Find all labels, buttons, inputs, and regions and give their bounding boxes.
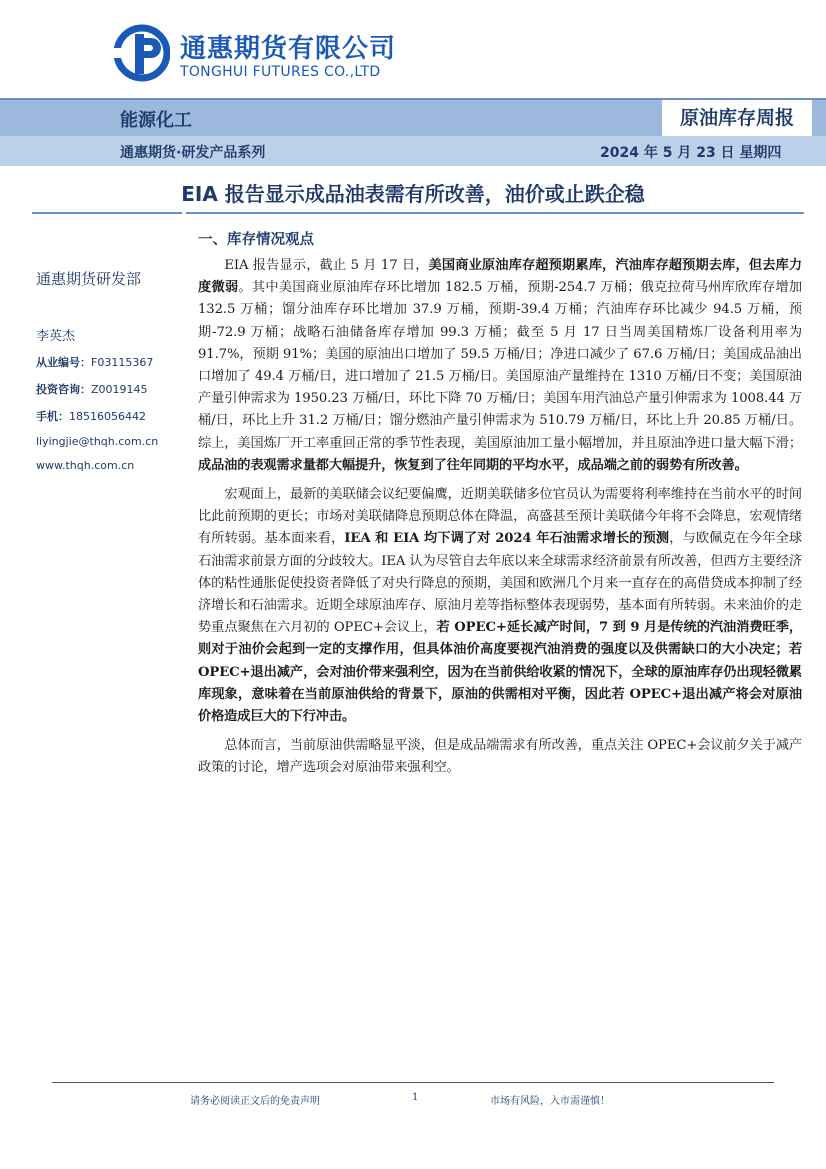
meta-label: 手机： (36, 410, 69, 423)
company-name-en: TONGHUI FUTURES CO.,LTD (180, 64, 381, 80)
company-website[interactable]: www.thqh.com.cn (36, 459, 135, 472)
meta-value: 18516056442 (69, 410, 146, 423)
report-type-label: 原油库存周报 (662, 100, 812, 136)
body-text: 。其中美国商业原油库存环比增加 182.5 万桶，预期-254.7 万桶；俄克拉荷马州库欣库存增加 132.5 万桶；馏分油库存环比增加 37.9 万桶，预期-39.4 万桶；汽油库存环比减少 94.5 万桶，预期-72.9 万桶；战略石油储备库存增加 99.3 万桶；截至 5 月 17 日当周美国精炼厂设备利用率为 91.7%，预期 91%；美国的原油出口增加了 59.5 万桶/日；净进口减少了 67.6 万桶/日；美国成品油出口增加了 49.4 万桶/日，进口增加了 21.5 万桶/日。美国原油产量维持在 1310 万桶/日不变；美国原油产量引伸需求为 1950.23 万桶/日，环比下降 70 万桶/日；美国车用汽油总产量引伸需求为 1008.44 万桶/日，环比上升 31.2 万桶/日；馏分燃油产量引伸需求为 510.79 万桶/日，环比上升 20.85 万桶/日。综上，美国炼厂开工率重回正常的季节性表现，美国原油加工量小幅增加，并且原油净进口量大幅下滑； (198, 280, 803, 451)
emphasis-text: 美国商业原油库存超预期累库，汽油库存超预期去库，但去库力度微弱 (198, 258, 802, 296)
author-name: 李英杰 (36, 329, 76, 344)
paragraph-inventory (198, 255, 802, 477)
page-title: EIA 报告显示成品油表需有所改善，油价或止跌企稳 (181, 182, 645, 206)
paragraph-macro (198, 484, 802, 728)
report-category: 能源化工 (120, 110, 192, 131)
emphasis-text: IEA 和 EIA 均下调了对 2024 年石油需求增长的预测 (344, 531, 670, 547)
footer-divider (52, 1082, 774, 1083)
body-text: EIA 报告显示，截止 5 月 17 日， (224, 258, 429, 273)
meta-value: Z0019145 (91, 383, 148, 396)
body-text: 总体而言，当前原油供需略显平淡，但是成品端需求有所改善，重点关注 OPEC+会议前夕关于减产政策的讨论，增产选项会对原油带来强利空。 (198, 738, 802, 776)
author-email[interactable]: liyingjie@thqh.com.cn (36, 435, 159, 448)
company-logo (114, 24, 414, 84)
author-sidebar (36, 268, 186, 483)
meta-label: 投资咨询： (36, 383, 91, 396)
page-number: 1 (412, 1092, 419, 1103)
department-name: 通惠期货研发部 (36, 270, 142, 288)
phone-number (36, 408, 186, 424)
report-date: 2024 年 5 月 23 日 星期四 (600, 145, 782, 161)
consulting-number (36, 381, 186, 397)
body-text: ，与欧佩克在今年全球石油需求前景方面的分歧较大。IEA 认为尽管自去年底以来全球需求经济前景有所改善，但西方主要经济体的粘性通胀促使投资者降低了对央行降息的预期，美国和欧洲几个月来一直存在的高借贷成本抑制了经济增长和石油需求。近期全球原油库存、原油月差等指标整体表现弱势，基本面有所转弱。未来油价的走势重点聚焦在六月初的 OPEC+会议上， (198, 531, 803, 636)
title-divider-right (186, 212, 804, 214)
meta-value: F03115367 (91, 356, 154, 369)
title-divider-left (32, 212, 182, 214)
meta-label: 从业编号： (36, 356, 91, 369)
tonghui-logo-icon (114, 24, 170, 82)
company-name-cn: 通惠期货有限公司 (180, 34, 397, 64)
license-number (36, 354, 186, 370)
emphasis-text: 成品油的表观需求量都大幅提升，恢复到了往年同期的平均水平，成品端之前的弱势有所改善。 (198, 457, 748, 473)
body-text: 宏观面上，最新的美联储会议纪要偏鹰，近期美联储多位官员认为需要将利率维持在当前水平的时间比此前预期的更长；市场对美联储降息预期总体在降温，高盛甚至预计美联储今年将不会降息，宏观情绪有所转弱。基本面来看， (198, 487, 802, 547)
footer-risk-warning: 市场有风险，入市需谨慎！ (490, 1096, 610, 1107)
report-body (198, 255, 802, 787)
emphasis-text: 若 OPEC+延长减产时间，7 到 9 月是传统的汽油消费旺季，则对于油价会起到一定的支撑作用，但具体油价高度要视汽油消费的强度以及供需缺口的大小决定；若 OPEC+退出减产，会对油价带来强利空，因为在当前供给收紧的情况下，全球的原油库存仍出现轻微累库现象，意味着在当前原油供给的背景下，原油的供需相对平衡，因此若 OPEC+退出减产将会对原油价格造成巨大的下行冲击。 (198, 620, 802, 725)
paragraph-summary (198, 735, 802, 779)
report-series: 通惠期货·研发产品系列 (120, 145, 266, 161)
header-band-series (0, 136, 826, 166)
footer-disclaimer: 请务必阅读正文后的免责声明 (190, 1096, 320, 1107)
section-heading: 一、库存情况观点 (198, 232, 314, 248)
